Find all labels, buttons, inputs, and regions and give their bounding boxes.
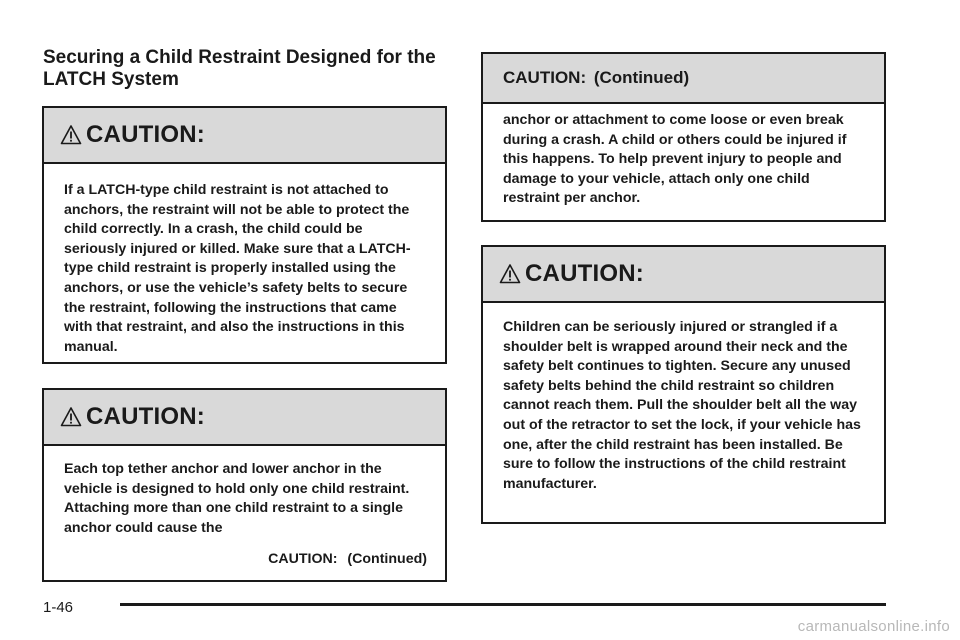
warning-triangle-icon [60, 406, 82, 428]
caution-text: anchor or attachment to come loose or even break during a crash. A child or others could be injured if this happens. To help prevent injury to people and damage to your vehicle, attach only one child restraint per anchor. [503, 112, 847, 207]
page-number: 1-46 [43, 599, 74, 616]
warning-triangle-icon [60, 124, 82, 146]
caution-text: If a LATCH-type child restraint is not attached to anchors, the restraint will not be able to protect the child correctly. In a crash, the child could be seriously injured or killed. Make sure that a LATCH-type child restraint is properly installed using the anchors, or use the vehicle’s safety belts to secure the restraint, following the instructions that came with that restraint, and also the instructions in this manual. [64, 182, 411, 355]
caution-text: Each top tether anchor and lower anchor in the vehicle is designed to hold only one child restraint. Attaching more than one child restraint to a single anchor could cause the [64, 461, 410, 536]
caution-header [44, 108, 445, 164]
caution-header [483, 54, 884, 104]
section-heading: Securing a Child Restraint Designed for the LATCH System [43, 47, 436, 90]
watermark-text: carmanualsonline.info [797, 618, 950, 635]
caution-text: Children can be seriously injured or strangled if a shoulder belt is wrapped around their neck and the safety belt continues to tighten. Secure any unused safety belts behind the child restraint so children cannot reach them. Pull the shoulder belt all the way out of the retractor to set the lock, if your vehicle has one, after the child restraint has been installed. Be sure to follow the instructions of the child restraint manufacturer. [503, 319, 861, 492]
caution-title: CAUTION: [525, 260, 644, 287]
caution-box-latch-attach [42, 106, 447, 364]
caution-box-continued [481, 52, 886, 222]
caution-box-anchor-limit [42, 388, 447, 582]
continued-note: CAUTION: (Continued) [268, 551, 427, 567]
footer-rule [120, 603, 886, 606]
caution-title: CAUTION: [86, 403, 205, 430]
warning-triangle-icon [499, 263, 521, 285]
caution-header [483, 247, 884, 303]
caution-box-shoulder-belt [481, 245, 886, 524]
caution-title: CAUTION: [86, 121, 205, 148]
caution-header [44, 390, 445, 446]
caution-continued-title: CAUTION: (Continued) [503, 68, 690, 87]
